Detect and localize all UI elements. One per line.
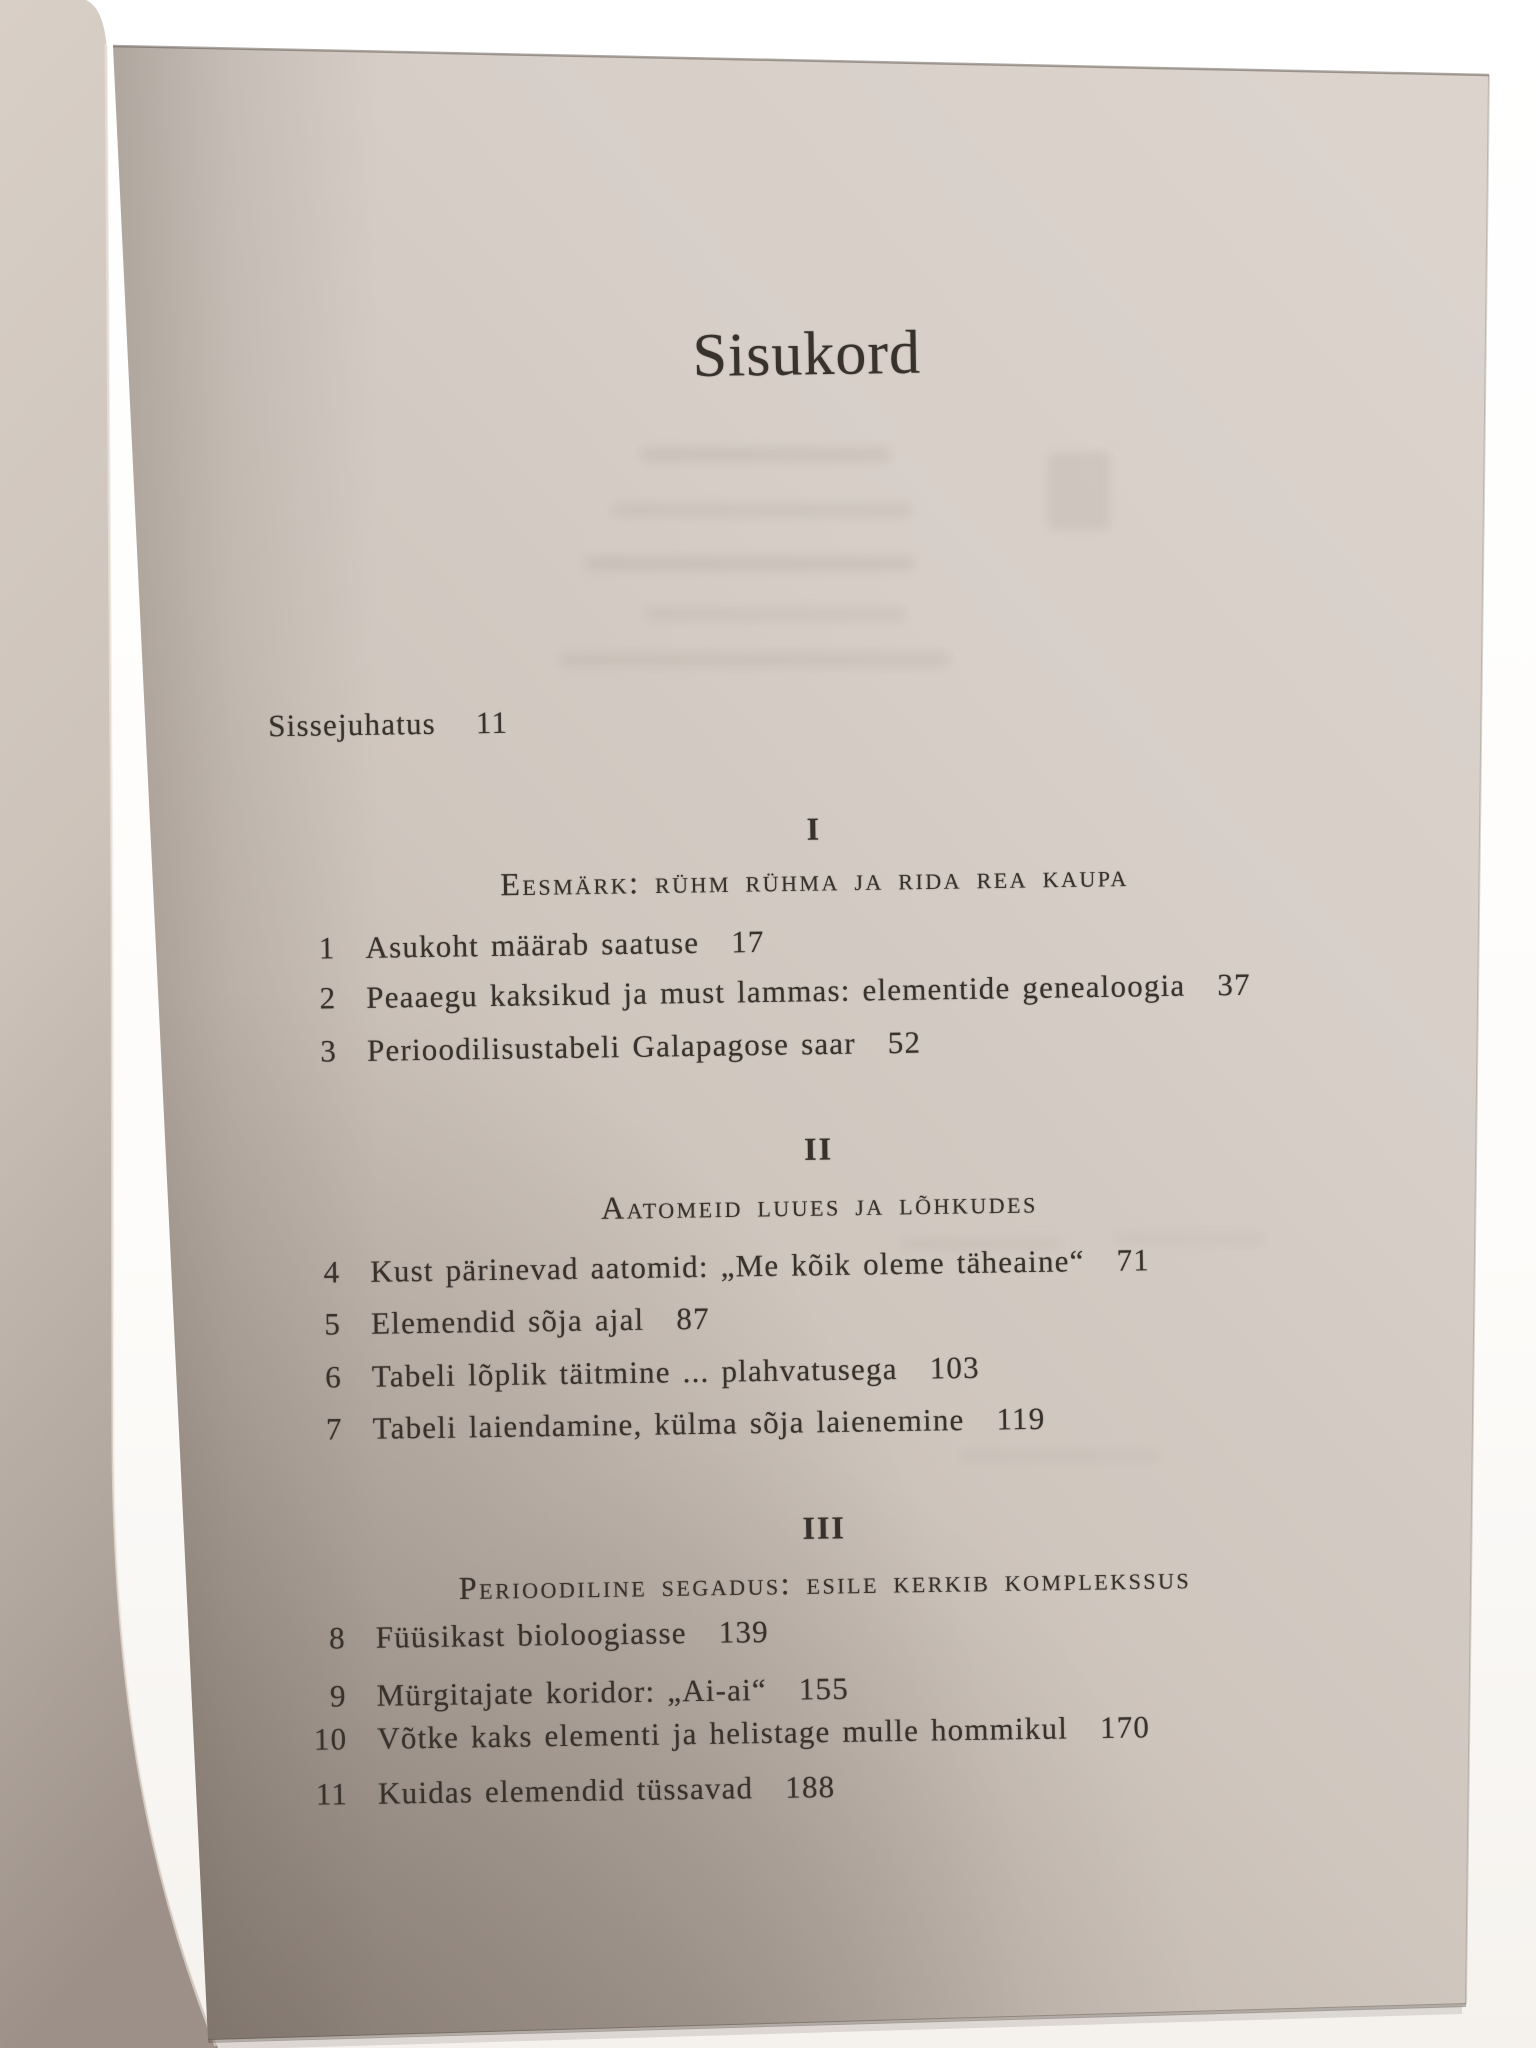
chapter-title: Peaaegu kaksikud ja must lammas: elementide genealoogia [365, 967, 1186, 1015]
section-numeral: I [806, 810, 822, 847]
chapter-number: 10 [313, 1721, 348, 1757]
chapter-title: Füüsikast bioloogiasse [375, 1615, 687, 1655]
section-heading: Aatomeid luues ja lõhkudes [600, 1183, 1038, 1226]
chapter-number: 2 [319, 980, 337, 1016]
chapter-title: Kuidas elemendid tüssavad [377, 1770, 754, 1811]
toc-entry [238, 1760, 1458, 1814]
section-numeral: II [803, 1130, 834, 1167]
chapter-title: Võtke kaks elementi ja helistage mulle hommikul [376, 1710, 1069, 1756]
chapter-page-number: 71 [1116, 1242, 1151, 1278]
toc-entry [232, 1343, 1452, 1397]
chapter-page-number: 119 [996, 1400, 1046, 1437]
toc-entry-intro [268, 705, 508, 745]
section-heading: Eesmärk: rühm rühma ja rida rea kaupa [500, 856, 1130, 903]
toc-entry [232, 1395, 1452, 1449]
chapter-page-number: 87 [676, 1300, 711, 1337]
chapter-title: Perioodilisustabeli Galapagose saar [366, 1025, 857, 1068]
chapter-number: 3 [320, 1033, 338, 1069]
chapter-number: 5 [324, 1306, 342, 1342]
chapter-title: Kust pärinevad aatomid: „Me kõik oleme täheaine“ [370, 1243, 1085, 1289]
chapter-title: Elemendid sõja ajal [370, 1301, 645, 1341]
chapter-page-number: 188 [784, 1768, 836, 1805]
chapter-page-number: 155 [798, 1670, 850, 1707]
chapter-number: 6 [324, 1359, 343, 1395]
toc-entry [236, 1604, 1456, 1658]
toc-entry [230, 1238, 1450, 1292]
section-numeral: III [802, 1509, 847, 1546]
chapter-page-number: 37 [1217, 966, 1251, 1003]
page-title: Sisukord [692, 318, 922, 391]
chapter-title: Tabeli laiendamine, külma sõja laienemine [372, 1402, 965, 1446]
chapter-number: 4 [323, 1254, 341, 1290]
section-heading: Perioodiline segadus: esile kerkib komplekssus [458, 1559, 1192, 1606]
chapter-page-number: 139 [718, 1613, 770, 1650]
chapter-title: Tabeli lõplik täitmine ... plahvatusega [371, 1351, 898, 1394]
toc-entry [225, 914, 1445, 968]
toc-entry [226, 964, 1446, 1018]
chapter-page-number: 170 [1099, 1709, 1151, 1746]
chapter-number: 8 [328, 1620, 347, 1656]
chapter-page-number: 17 [730, 923, 765, 960]
chapter-title: Asukoht määrab saatuse [365, 924, 700, 965]
intro-label: Sissejuhatus [267, 705, 437, 744]
chapter-number: 9 [329, 1678, 347, 1714]
chapter-number: 11 [315, 1776, 349, 1812]
chapter-page-number: 103 [929, 1349, 981, 1386]
chapter-page-number: 52 [887, 1024, 922, 1061]
toc-entry [227, 1017, 1447, 1071]
toc-entry [231, 1290, 1451, 1344]
intro-page-number: 11 [475, 704, 509, 741]
chapter-title: Mürgitajate koridor: „Ai-ai“ [376, 1671, 768, 1713]
chapter-number: 7 [325, 1411, 343, 1447]
chapter-number: 1 [318, 930, 336, 966]
